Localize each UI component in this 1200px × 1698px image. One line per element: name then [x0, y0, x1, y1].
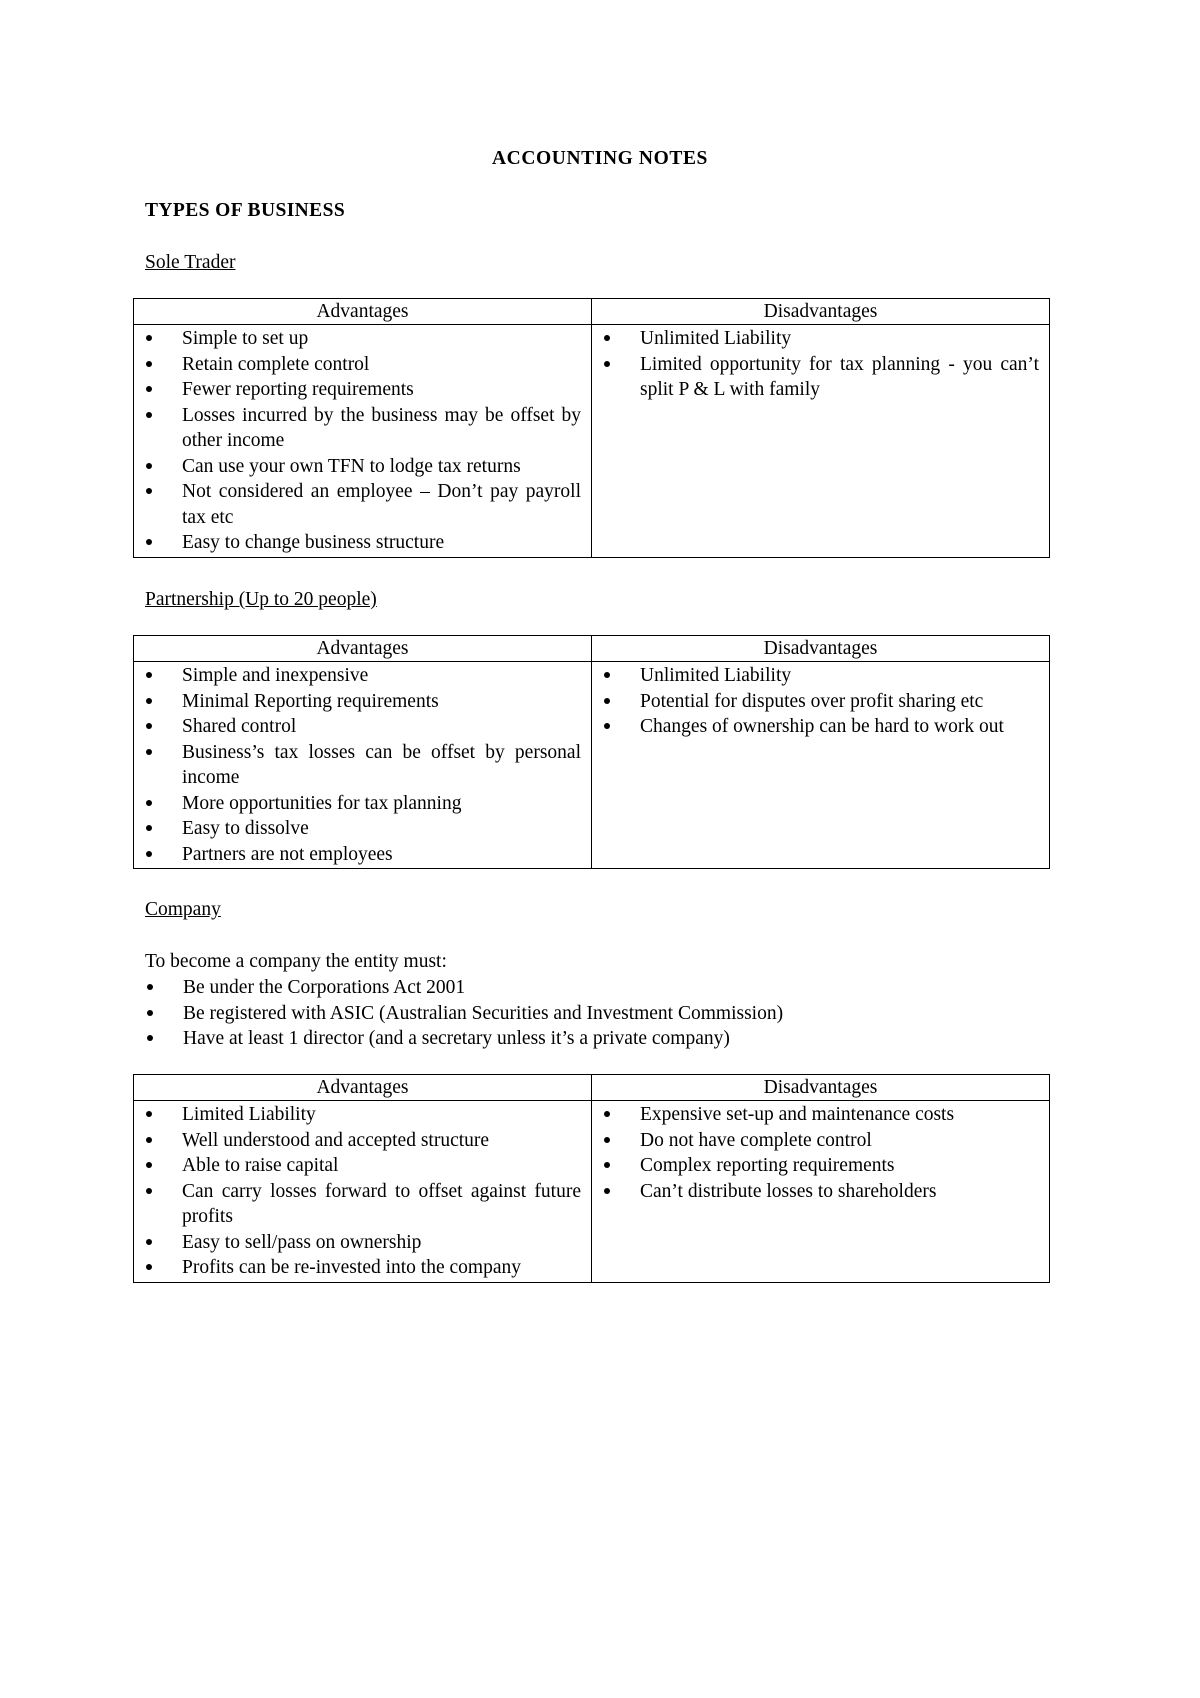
advantages-header: Advantages [134, 636, 592, 662]
disadvantages-header: Disadvantages [592, 1075, 1050, 1101]
list-item: Can use your own TFN to lodge tax returns [144, 454, 581, 480]
company-intro: To become a company the entity must: [145, 951, 447, 972]
list-item: Unlimited Liability [602, 663, 1039, 689]
list-item: Can carry losses forward to offset against future profits [144, 1179, 581, 1230]
disadvantages-list [602, 326, 1039, 403]
list-item: Do not have complete control [602, 1128, 1039, 1154]
document-title: ACCOUNTING NOTES [491, 148, 708, 169]
list-item: Shared control [144, 714, 581, 740]
list-item: Easy to sell/pass on ownership [144, 1230, 581, 1256]
disadvantages-cell [592, 662, 1050, 869]
list-item: Fewer reporting requirements [144, 377, 581, 403]
advantages-cell [134, 1101, 592, 1283]
disadvantages-list [602, 663, 1039, 740]
list-item: Easy to dissolve [144, 816, 581, 842]
advantages-list [144, 663, 581, 867]
sole-trader-table [133, 298, 1050, 558]
list-item: Minimal Reporting requirements [144, 689, 581, 715]
list-item: Business’s tax losses can be offset by personal income [144, 740, 581, 791]
list-item: Not considered an employee – Don’t pay payroll tax etc [144, 479, 581, 530]
list-item: Can’t distribute losses to shareholders [602, 1179, 1039, 1205]
partnership-heading: Partnership (Up to 20 people) [145, 589, 377, 610]
disadvantages-header: Disadvantages [592, 299, 1050, 325]
list-item: Well understood and accepted structure [144, 1128, 581, 1154]
sole-trader-heading: Sole Trader [145, 252, 236, 273]
list-item: Profits can be re-invested into the company [144, 1255, 581, 1281]
section-title: TYPES OF BUSINESS [145, 200, 346, 221]
list-item: Easy to change business structure [144, 530, 581, 556]
list-item: Limited opportunity for tax planning - you can’t split P & L with family [602, 352, 1039, 403]
list-item: Be registered with ASIC (Australian Securities and Investment Commission) [145, 1001, 1065, 1027]
company-table [133, 1074, 1050, 1283]
list-item: Limited Liability [144, 1102, 581, 1128]
advantages-list [144, 1102, 581, 1281]
advantages-header: Advantages [134, 1075, 592, 1101]
list-item: Complex reporting requirements [602, 1153, 1039, 1179]
disadvantages-list [602, 1102, 1039, 1204]
list-item: Unlimited Liability [602, 326, 1039, 352]
list-item: Partners are not employees [144, 842, 581, 868]
list-item: Be under the Corporations Act 2001 [145, 975, 1065, 1001]
list-item: Able to raise capital [144, 1153, 581, 1179]
advantages-cell [134, 325, 592, 558]
list-item: Simple to set up [144, 326, 581, 352]
list-item: Retain complete control [144, 352, 581, 378]
company-requirements-list [145, 975, 1065, 1052]
list-item: Changes of ownership can be hard to work out [602, 714, 1039, 740]
advantages-cell [134, 662, 592, 869]
partnership-table [133, 635, 1050, 869]
list-item: Have at least 1 director (and a secretary unless it’s a private company) [145, 1026, 1065, 1052]
disadvantages-cell [592, 325, 1050, 558]
list-item: Expensive set-up and maintenance costs [602, 1102, 1039, 1128]
disadvantages-cell [592, 1101, 1050, 1283]
company-heading: Company [145, 899, 221, 920]
list-item: Potential for disputes over profit sharing etc [602, 689, 1039, 715]
list-item: Simple and inexpensive [144, 663, 581, 689]
list-item: Losses incurred by the business may be offset by other income [144, 403, 581, 454]
advantages-list [144, 326, 581, 556]
list-item: More opportunities for tax planning [144, 791, 581, 817]
advantages-header: Advantages [134, 299, 592, 325]
disadvantages-header: Disadvantages [592, 636, 1050, 662]
